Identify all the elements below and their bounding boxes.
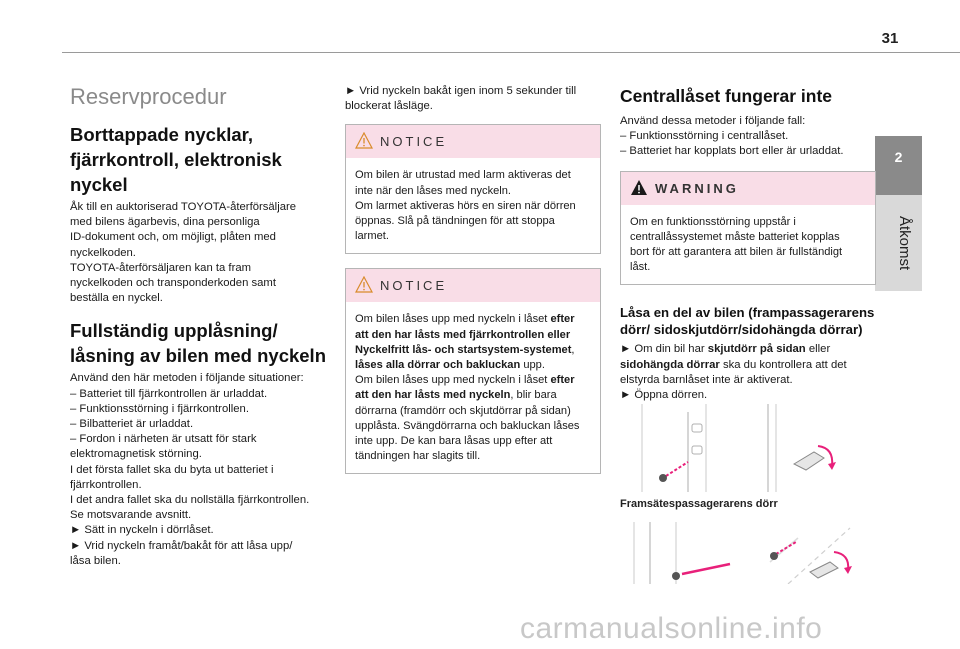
- text-line: ► Om din bil har skjutdörr på sidan eller: [620, 343, 831, 356]
- text-line: Använd dessa metoder i följande fall:: [620, 115, 806, 127]
- text-line: Om bilen låses upp med nyckeln i låset efter: [355, 374, 575, 387]
- text-line: inte när den låses med nyckeln.: [355, 184, 512, 197]
- text-line: bort för att garantera att bilen är fullständigt: [630, 246, 843, 259]
- text-line: elektromagnetisk störning.: [70, 448, 202, 461]
- text-line: nyckelkoden och transponderkoden samt: [70, 277, 276, 290]
- caution-triangle-icon: [355, 276, 373, 293]
- text-line: larmet.: [355, 230, 389, 243]
- notice-header: [346, 269, 600, 302]
- text-line: med bilens ägarbevis, dina personliga: [70, 216, 260, 229]
- warning-triangle-icon: [630, 179, 648, 196]
- text-line: – Batteriet har kopplats bort eller är urladdat.: [620, 145, 844, 158]
- text-line: – Funktionsstörning i fjärrkontrollen.: [70, 402, 249, 415]
- warning-title: WARNING: [655, 180, 739, 196]
- chapter-tab-number: 2: [894, 149, 903, 165]
- page-title: Reservprocedur: [70, 84, 227, 109]
- notice-body: [346, 302, 600, 473]
- text-line: att den har låsts med fjärrkontrollen eller: [355, 328, 571, 341]
- text-line: att den har låsts med nyckeln, blir bara: [355, 389, 557, 402]
- text-line: ► Vrid nyckeln bakåt igen inom 5 sekunder till: [345, 85, 577, 97]
- text-line: fjärrkontrollen.: [70, 478, 142, 491]
- text-line: I det första fallet ska du byta ut batteriet i: [70, 463, 274, 476]
- text-line: Nyckelfritt lås- och startsystem-systemet,: [355, 343, 575, 356]
- text-line: ID-dokument och, om möjligt, plåten med: [70, 231, 276, 244]
- text-line: låses alla dörrar och bakluckan upp.: [355, 359, 545, 372]
- text-line: Använd den här metoden i följande situationer:: [70, 372, 304, 385]
- section-heading-lost-keys: Borttappade nycklar, fjärrkontroll, elektronisk nyckel: [70, 124, 282, 195]
- text-line: Om larmet aktiveras hörs en siren när dörren: [355, 199, 576, 212]
- notice-box-unlock: [345, 268, 601, 474]
- text-line: upplåsta. Svängdörrarna och bakluckan låses: [355, 419, 580, 432]
- notice-body: [346, 158, 600, 253]
- text-line: Om bilen är utrustad med larm aktiveras det: [355, 169, 571, 182]
- text-line: blockerat låsläge.: [345, 100, 433, 113]
- notice-title: NOTICE: [380, 278, 448, 294]
- column-2: [345, 84, 601, 474]
- chapter-tab-label: Åtkomst: [896, 216, 913, 271]
- watermark: carmanualsonline.info: [520, 612, 823, 645]
- section-body-lost-keys: [70, 200, 332, 306]
- text-line: låst.: [630, 261, 651, 274]
- illustration-caption: Framsätespassagerarens dörr: [620, 498, 778, 510]
- page-number: 31: [881, 30, 899, 47]
- text-line: elstyrda barnlåset inte är aktiverat.: [620, 373, 793, 386]
- warning-body: [621, 205, 875, 285]
- text-line: Om en funktionsstörning uppstår i: [630, 215, 796, 228]
- subsection-heading-partial-lock: Låsa en del av bilen (frampassagerarens dörr/ sidoskjutdörr/sidohängda dörrar): [620, 305, 875, 338]
- text-line: centrallåssystemet måste batteriet kopplas: [630, 230, 840, 243]
- section-heading-full-lock: Fullständig upplåsning/ låsning av bilen med nyckeln: [70, 320, 327, 367]
- text-line: nyckelkoden.: [70, 246, 136, 259]
- warning-box: [620, 171, 876, 286]
- text-line: beställa en nyckel.: [70, 292, 163, 305]
- text-line: – Fordon i närheten är utsatt för stark: [70, 433, 257, 446]
- text-line: inte upp. De kan bara låsas upp efter att: [355, 435, 553, 448]
- text-line: I det andra fallet ska du nollställa fjärrkontrollen.: [70, 494, 310, 507]
- text-line: – Bilbatteriet är urladdat.: [70, 418, 194, 431]
- warning-header: [621, 172, 875, 205]
- text-line: dörrarna (framdörr och skjutdörrar på sidan): [355, 404, 571, 417]
- caution-triangle-icon: [355, 132, 373, 149]
- text-line: TOYOTA-återförsäljaren kan ta fram: [70, 261, 252, 274]
- header-rule: [62, 52, 960, 53]
- text-line: låsa bilen.: [70, 554, 121, 567]
- text-line: sidohängda dörrar ska du kontrollera att det: [620, 358, 847, 371]
- text-line: ► Sätt in nyckeln i dörrlåset.: [70, 524, 214, 537]
- text-line: öppnas. Slå på tändningen för att stoppa: [355, 215, 555, 228]
- text-line: Om bilen låses upp med nyckeln i låset efter: [355, 313, 575, 326]
- notice-box-alarm: [345, 124, 601, 254]
- text-line: – Funktionsstörning i centrallåset.: [620, 130, 789, 143]
- section-body-full-lock: [70, 371, 332, 569]
- text-line: – Batteriet till fjärrkontrollen är urladdat.: [70, 387, 268, 400]
- text-line: Åk till en auktoriserad TOYOTA-återförsäljare: [70, 201, 297, 213]
- door-lock-illustration-side: [620, 522, 880, 584]
- section-heading-central-lock: Centrallåset fungerar inte: [620, 86, 832, 106]
- text-line: tändningen har slagits till.: [355, 450, 481, 463]
- text-line: ► Vrid nyckeln framåt/bakåt för att låsa upp/: [70, 539, 293, 552]
- chapter-tab-active[interactable]: [875, 136, 922, 195]
- column-1: [70, 84, 332, 569]
- text-line: Se motsvarande avsnitt.: [70, 509, 192, 522]
- text-line: ► Öppna dörren.: [620, 389, 708, 402]
- notice-title: NOTICE: [380, 134, 448, 150]
- notice-header: [346, 125, 600, 158]
- column-3: [620, 84, 876, 403]
- door-lock-illustration-front: [628, 404, 868, 492]
